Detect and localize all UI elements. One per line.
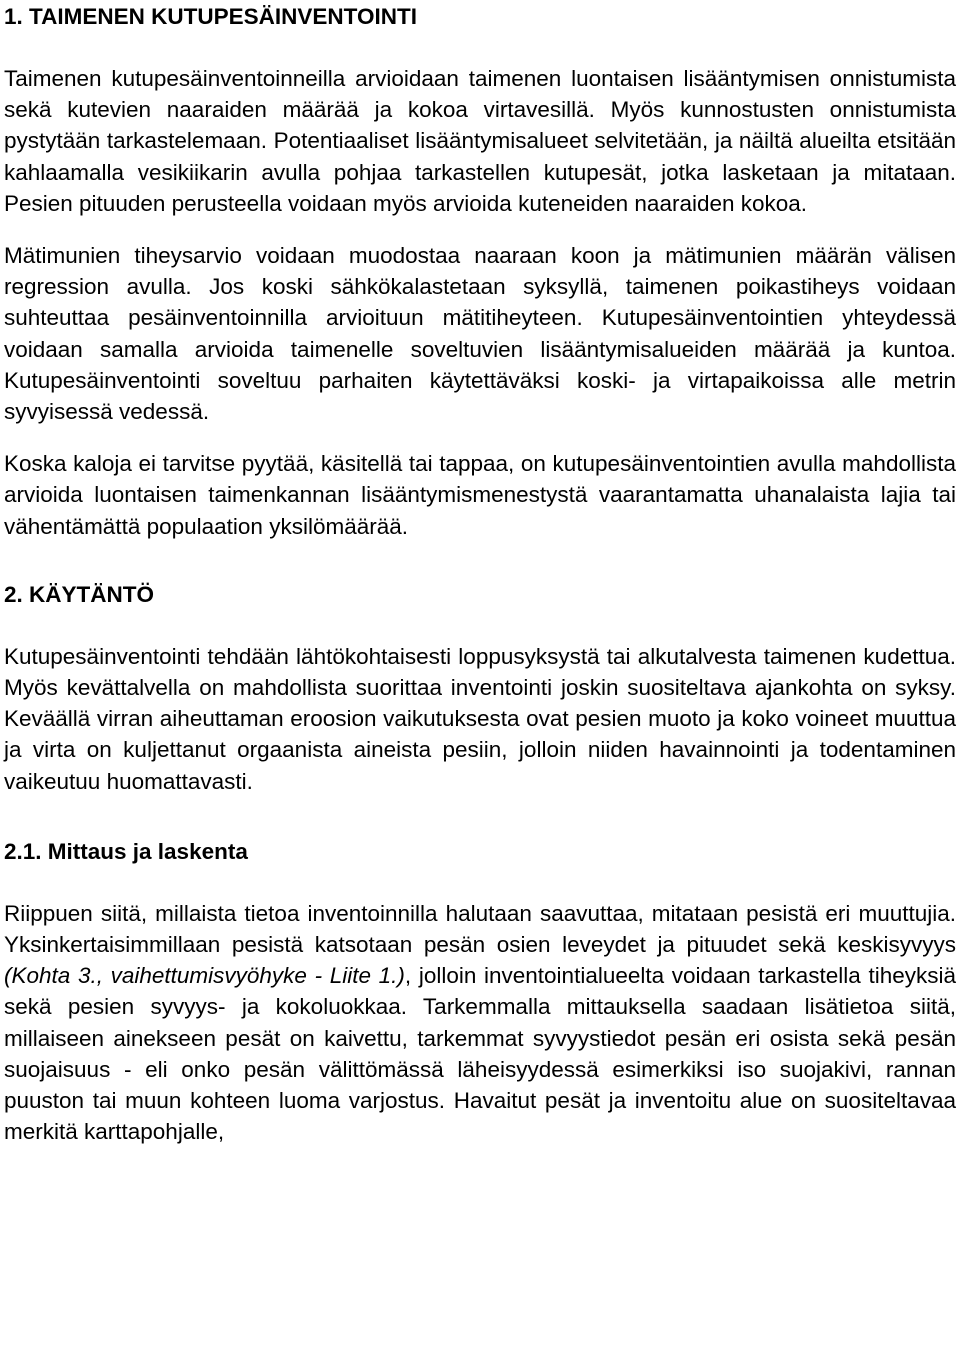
document-page <box>4 0 956 1147</box>
paragraph-text-start: Riippuen siitä, millaista tietoa inventoinnilla halutaan saavuttaa, mitataan pesistä eri muuttujia. Yksinkertaisimmillaan pesistä katsotaan pesän osien leveydet ja pituudet sekä keskisyvyys <box>4 900 956 958</box>
section-2-1-heading: 2.1. Mittaus ja laskenta <box>4 838 248 864</box>
section-2-paragraph-1: Kutupesäinventointi tehdään lähtökohtaisesti loppusyksystä tai alkutalvesta taimenen kudettua. Myös kevättalvella on mahdollista suorittaa inventointi joskin suositeltava ajankohta on syksy. Keväällä virran aiheuttaman eroosion vaikutuksesta ovat pesien muoto ja koko voineet muuttua ja virta on kuljettanut orgaanista aineista pesiin, jolloin niiden havainnointi ja todentaminen vaikeutuu huomattavasti. <box>4 643 956 794</box>
section-1-paragraph-3: Koska kaloja ei tarvitse pyytää, käsitellä tai tappaa, on kutupesäinventointien avulla mahdollista arvioida luontaisen taimenkannan lisääntymismenestystä vaarantamatta uhanalaista lajia tai vähentämättä populaation yksilömäärää. <box>4 451 956 539</box>
section-1-heading: 1. TAIMENEN KUTUPESÄINVENTOINTI <box>4 4 417 29</box>
paragraph-text-end: , jolloin inventointialueelta voidaan tarkastella tiheyksiä sekä pesien syvyys- ja kokoluokkaa. Tarkemmalla mittauksella saadaan lisätietoa siitä, millaiseen ainekseen pesät on kaivettu, tarkemmat syvyystiedot pesän eri osista sekä pesän suojaisuus - eli onko pesän välittömässä läheisyydessä esimerkiksi iso suojakivi, rannan puuston tai muun kohteen luoma varjostus. Havaitut pesät ja inventoitu alue on suositeltavaa merkitä karttapohjalle, <box>4 963 956 1145</box>
section-1-paragraph-1: Taimenen kutupesäinventoinneilla arvioidaan taimenen luontaisen lisääntymisen onnistumista sekä kutevien naaraiden määrää ja kokoa virtavesillä. Myös kunnostusten onnistumista pystytään tarkastelemaan. Potentiaaliset lisääntymisalueet selvitetään, ja näiltä alueilta etsitään kahlaamalla vesikiikarin avulla pohjaa tarkastellen kutupesät, jotka lasketaan ja mitataan. Pesien pituuden perusteella voidaan myös arvioida kuteneiden naaraiden kokoa. <box>4 66 956 216</box>
reference-italic: (Kohta 3., vaihettumisvyöhyke - Liite 1.) <box>4 963 405 989</box>
section-2-1-paragraph-1 <box>4 898 956 1148</box>
section-2-heading: 2. KÄYTÄNTÖ <box>4 581 155 607</box>
section-1-paragraph-2: Mätimunien tiheysarvio voidaan muodostaa naaraan koon ja mätimunien määrän välisen regression avulla. Jos koski sähkökalastetaan syksyllä, taimenen poikastiheys voidaan suhteuttaa pesäinventoinnilla arvioituun mätitiheyteen. Kutupesäinventointien yhteydessä voidaan samalla arvioida taimenelle soveltuvien lisääntymisalueiden määrää ja kuntoa. Kutupesäinventointi soveltuu parhaiten käytettäväksi koski- ja virtapaikoissa alle metrin syvyisessä vedessä. <box>4 243 956 425</box>
